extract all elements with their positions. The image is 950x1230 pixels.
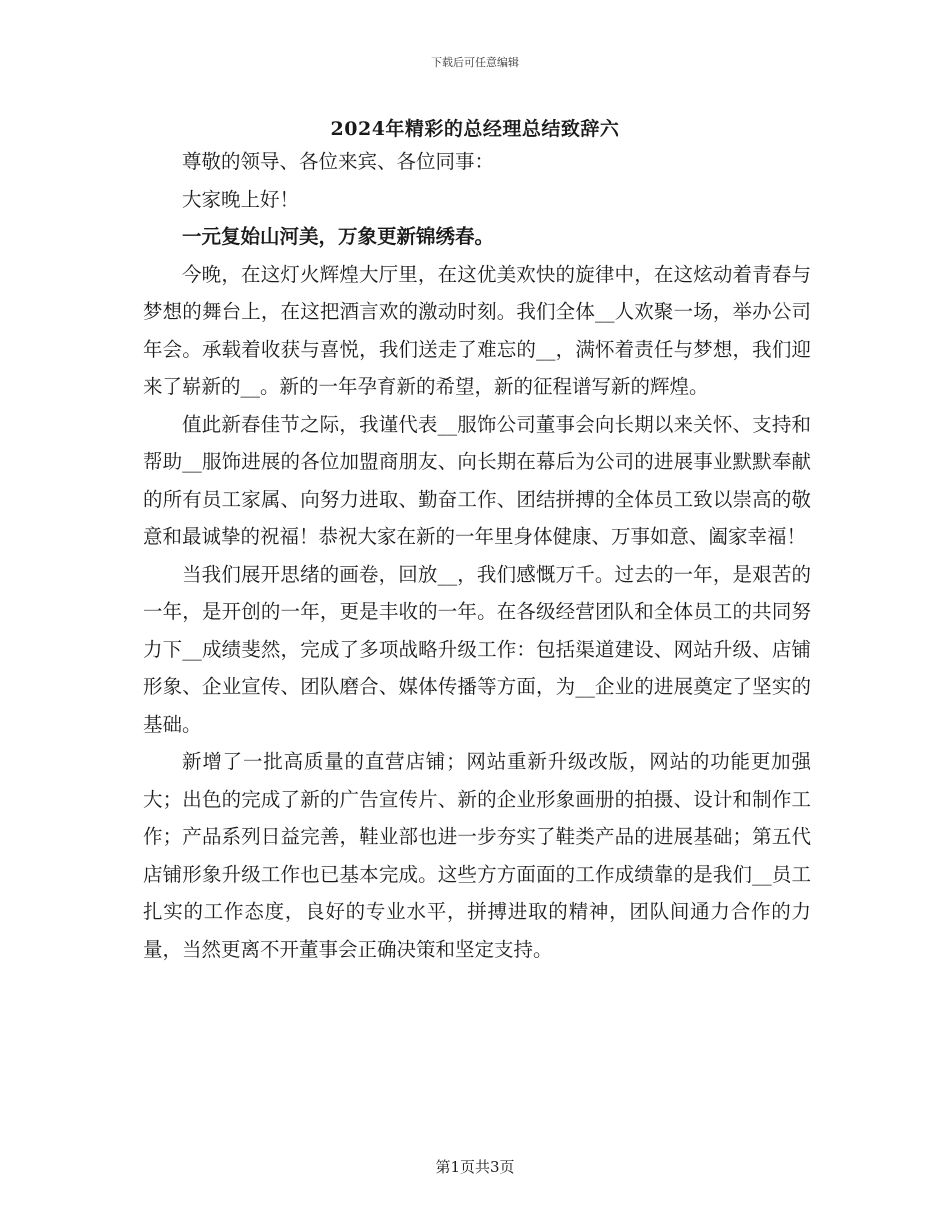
document-title: 2024年精彩的总经理总结致辞六 — [330, 118, 620, 140]
body-paragraph: 值此新春佳节之际，我谨代表__服饰公司董事会向长期以来关怀、支持和帮助__服饰进展的各位加盟商朋友、向长期在幕后为公司的进展事业默默奉献的所有员工家属、向努力进取、勤奋工作、团结拼搏的全体员工致以崇高的敬意和最诚挚的祝福！恭祝大家在新的一年里身体健康、万事如意、阖家幸福！ — [143, 412, 811, 548]
page-header-note: 下载后可任意编辑 — [431, 56, 519, 69]
couplet-paragraph: 一元复始山河美，万象更新锦绣春。 — [182, 225, 495, 248]
page-number: 第1页共3页 — [435, 1158, 515, 1176]
salutation-paragraph: 尊敬的领导、各位来宾、各位同事： — [182, 150, 495, 173]
greeting-paragraph: 大家晚上好！ — [182, 187, 300, 211]
document-body — [143, 143, 811, 968]
body-paragraph: 新增了一批高质量的直营店铺；网站重新升级改版，网站的功能更加强大；出色的完成了新的广告宣传片、新的企业形象画册的拍摄、设计和制作工作；产品系列日益完善，鞋业部也进一步夯实了鞋类产品的进展基础；第五代店铺形象升级工作也已基本完成。这些方方面面的工作成绩靠的是我们__员工扎实的工作态度，良好的专业水平，拼搏进取的精神，团队间通力合作的力量，当然更离不开董事会正确决策和坚定支持。 — [143, 750, 811, 961]
body-paragraph: 今晚，在这灯火辉煌大厅里，在这优美欢快的旋律中，在这炫动着青春与梦想的舞台上，在这把酒言欢的激动时刻。我们全体__人欢聚一场，举办公司年会。承载着收获与喜悦，我们送走了难忘的__，满怀着责任与梦想，我们迎来了崭新的__。新的一年孕育新的希望，新的征程谱写新的辉煌。 — [143, 262, 811, 398]
body-paragraph: 当我们展开思绪的画卷，回放__，我们感慨万千。过去的一年，是艰苦的一年，是开创的一年，更是丰收的一年。在各级经营团队和全体员工的共同努力下__成绩斐然，完成了多项战略升级工作：包括渠道建设、网站升级、店铺形象、企业宣传、团队磨合、媒体传播等方面，为__企业的进展奠定了坚实的基础。 — [143, 562, 811, 736]
